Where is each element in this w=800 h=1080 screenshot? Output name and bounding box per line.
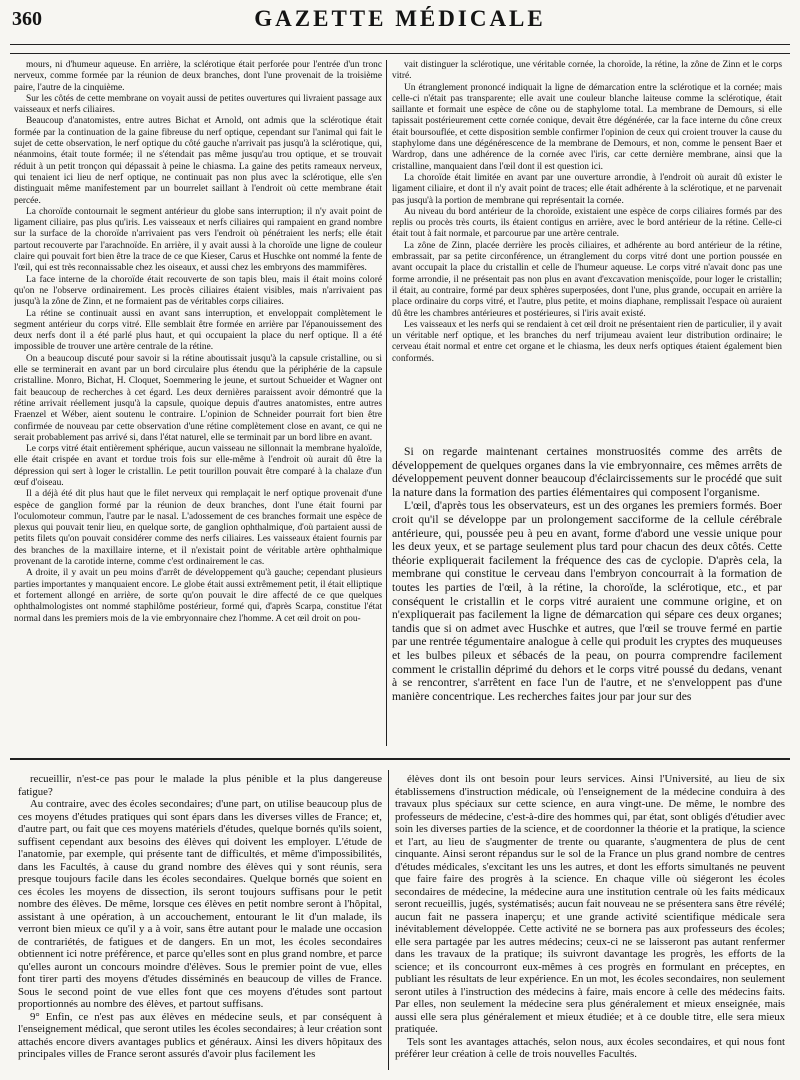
- bottom-left-column: [18, 773, 382, 1069]
- paragraph: La rétine se continuait aussi en avant sans interruption, et enveloppait complètement le segment antérieur du corps vitré. Elle semblait être formée en arrière par l'épanouissement des deux nerfs dont il a été parlé plus haut, et qui occupaient la place du nerf optique. Il a été impossible de trouver une artère centrale de la rétine.: [14, 308, 382, 353]
- paragraph: La choroïde contournait le segment antérieur du globe sans interruption; il n'y avait point de ligament ciliaire, pas plus qu'iris. Les vaisseaux et nerfs ciliaires qui rampaient en grand nombre sur la surface de la choroïde n'arrivaient pas vers l'endroit où pénétraient les nerfs; elle était partout recouverte par l'arachnoïde. En arrière, il y avait aussi à la choroïde une ligne de couleur claire qui pouvait fort bien être la trace de ce que Kieser, Carus et Huschke ont nommé la fente de l'œil, qui est très reconnaissable chez les oiseaux, et aussi chez les embryons des mammifères.: [14, 206, 382, 274]
- header-rule-thick: [10, 44, 790, 45]
- paragraph: Au contraire, avec des écoles secondaires; d'une part, on utilise beaucoup plus de ces moyens d'études pratiques qui sont épars dans les diverses villes de France; et, d'autre part, ou fait que ces moyens matériels d'études, quelque bornés qu'ils soient, suffisent cependant aux besoins des élèves qui doivent les employer. L'étude de l'anatomie, par exemple, qui présente tant de difficultés, et même d'impossibilités, dans les Facultés, à cause du grand nombre des élèves qui y sont réunis, sera presque toujours facile dans les écoles secondaires. Quelque bornés que soient en ces écoles les moyens de dissection, ils seront toujours suffisans pour le petit nombre des élèves. De même, lorsque ces élèves en petit nombre seront à l'hôpital, assistant à une opération, à un accouchement, entourant le lit d'un malade, ils verront bien mieux ce qu'il y a à voir, sans être autant pour le malade une occasion de contrariétés, de fatigues et de dangers. En un mot, les écoles secondaires obtiennent ici notre préférence, et parce qu'elles sont en plus grand nombre, et parce qu'elles auront un concours moindre d'élèves. Sous le premier point de vue, elles font tirer parti des moyens d'études disséminés en beaucoup de villes de France. Sous le second point de vue elles font que ces moyens d'études sont partout proportionnés au nombre des élèves, et partout suffisans.: [18, 798, 382, 1010]
- paragraph: Beaucoup d'anatomistes, entre autres Bichat et Arnold, ont admis que la sclérotique était formée par la continuation de la gaine fibreuse du nerf optique, cependant sur l'animal qui fait le sujet de cette observation, le nerf optique du côté gauche n'arrivait pas jusqu'à la sclérotique, qui, néanmoins, était toute formée; il ne s'étendait pas même jusqu'au trou optique, et se trouvait réduit à un petit tronçon qui dépassait à peine le chiasma. La gaine des petits rameaux nerveux, qui tenaient ici lieu de nerf optique, ne continuait pas non plus avec la sclérotique, elle s'en distinguait même manifestement par un bourrelet saillant à l'endroit où cette membrane était percée.: [14, 116, 382, 206]
- column-divider: [386, 60, 387, 746]
- gazette-title: GAZETTE MÉDICALE: [254, 6, 546, 31]
- paragraph: Si on regarde maintenant certaines monstruosités comme des arrêts de développement de quelques organes dans la vie embryonnaire, ces mêmes arrêts de développement peuvent donner beaucoup d'éclaircissements sur le procédé que suit la nature dans la formation des parties élémentaires qui composent l'organisme.: [392, 445, 782, 499]
- left-column: [14, 60, 382, 746]
- paragraph: vait distinguer la sclérotique, une véritable cornée, la choroïde, la rétine, la zône de Zinn et le corps vitré.: [392, 60, 782, 82]
- paragraph: L'œil, d'après tous les observateurs, est un des organes les premiers formés. Boer croit qu'il se développe par un prolongement sacciforme de la cellule cérébrale antérieure, qui, poussée peu à peu en avant, forme d'abord une vessie unique pour les deux yeux, et se partage seulement plus tard pour chacun des deux côtés. Cette théorie expliquerait facilement la fréquence des cas de cyclopie. D'après cela, la membrane qui constitue le cerveau dans l'embryon concourrait à la formation de toutes les parties de l'œil, à la rétine, la choroïde, la sclérotique, etc., et par conséquent le cristallin et le corps vitré auraient une commune origine, et on n'expliquerait pas facilement la ligne de démarcation qui sépare ces deux organes; tandis que si on admet avec Huschke et autres, que l'œil se trouve fermé en partie par une rentrée tégumentaire analogue à celle qui produit les cryptes des muqueuses et les bulbes pileux et sébacés de la peau, on pourra comprendre facilement comment le cristallin déprimé du dehors et le corps vitré poussé du dedans, venant à se rencontrer, s'arrêtent en face l'un de l'autre, et ne s'enveloppent pas d'une manière concentrique. Les recherches faites jour par jour sur des: [392, 499, 782, 703]
- paragraph: Il a déjà été dit plus haut que le filet nerveux qui remplaçait le nerf optique provenait d'une espèce de ganglion formé par la réunion de deux branches, dont l'une était fourni par l'oculomoteur commun, l'autre par le nasal. L'adossement de ces branches formait une espèce de plexus qui pouvait tenir lieu, en quelque sorte, de ganglion ophthalmique, d'où partaient aussi de petits filets qu'on pouvait considérer comme des nerfs ciliaires. Les vaisseaux étaient fournis par des branches de la maxillaire interne, et il n'existait point de véritable artère ophthalmique provenant de la carotide interne, comme c'est ordinairement le cas.: [14, 489, 382, 568]
- paragraph: mours, ni d'humeur aqueuse. En arrière, la sclérotique était perforée pour l'entrée d'un tronc nerveux, comme formée par la réunion de deux branches, dont l'une provenait de la troisième paire, l'autre de la cinquième.: [14, 60, 382, 93]
- paragraph: Tels sont les avantages attachés, selon nous, aux écoles secondaires, et qui nous font préférer leur création à celle de trois nouvelles Facultés.: [395, 1035, 785, 1060]
- page-header: [10, 4, 790, 34]
- paragraph: élèves dont ils ont besoin pour leurs services. Ainsi l'Université, au lieu de six établissemens d'instruction médicale, où l'enseignement de la médecine conduira à des travaux plus spéciaux sur cette science, en aura vingt-une. De même, le nombre des professeurs de médecine, c'est-à-dire des hommes qui, par état, sont obligés d'étudier avec soin les diverses parties de la science, et de coordonner la théorie et la pratique, la science et l'art, au lieu de s'augmenter de trente ou quarante, s'augmentera de plus de cent cinquante. Ainsi seront répandus sur le sol de la France un plus grand nombre de centres d'études médicales, s'excitant les uns les autres, et dont les efforts simultanés ne peuvent que faire faire des progrès à la science. En chaque ville où siégeront les écoles secondaires de médecine, la médecine aura une institution centrale où les faits médicaux seront recueillis, jugés, systématisés; aucun fait nouveau ne se présentera sans être révélé; aucun fait ne passera inaperçu; et une grande activité scientifique médicale sera inévitablement développée. Cette activité ne se bornera pas aux professeurs des écoles; elle sera partagée par les autres médecins; ceux-ci ne se laisseront pas autant renfermer dans les travaux de la pratique; ils suivront davantage les progrès, les efforts de la science; et ils concourront eux-mêmes à ces progrès en formulant en préceptes, en publiant les résultats de leur expérience. En un mot, les écoles secondaires, non seulement seront utiles à l'instruction des médecins à faire, mais encore à celle des médecins faits. Par elles, non seulement la médecine sera plus généralement et mieux enseignée, mais aussi elle sera plus généralement et mieux étudiée; et à ce double titre, elle sera mieux pratiquée.: [395, 773, 785, 1035]
- paragraph: 9° Enfin, ce n'est pas aux élèves en médecine seuls, et par conséquent à l'enseignement médical, que seront utiles les écoles secondaires; à leur création sont attachés encore divers avantages publics et généraux. Ainsi les divers hôpitaux des principales villes de France seront assurés d'avoir plus facilement les: [18, 1010, 382, 1060]
- paragraph: recueillir, n'est-ce pas pour le malade la plus pénible et la plus dangereuse fatigue?: [18, 773, 382, 798]
- page-number: 360: [12, 8, 42, 30]
- right-column-top: [392, 60, 782, 443]
- bottom-right-column: [395, 773, 785, 1069]
- paragraph: La choroïde était limitée en avant par une ouverture arrondie, à l'endroit où aurait dû exister le ligament ciliaire, et dont il n'y avait point de traces; elle était adhérente à la sclérotique, et ne parvenait pas jusqu'à la portion de membrane qui représentait la cornée.: [392, 172, 782, 206]
- header-rule-thin: [10, 53, 790, 54]
- paragraph: La face interne de la choroïde était recouverte de son tapis bleu, mais il était moins coloré qu'on ne l'observe ordinairement. Les procès ciliaires étaient visibles, mais n'arrivaient pas jusqu'à la zône de Zinn, et ne formaient pas de véritables corps ciliaires.: [14, 274, 382, 308]
- paragraph: Les vaisseaux et les nerfs qui se rendaient à cet œil droit ne présentaient rien de particulier, il y avait un véritable nerf optique, et les branches du nerf trijumeau avaient leur distribution ordinaire; le cerveau était normal et entre cet organe et le chiasma, les deux nerfs optiques étaient également bien conformés.: [392, 319, 782, 364]
- paragraph: La zône de Zinn, placée derrière les procès ciliaires, et adhérente au bord antérieur de la rétine, embrassait, par sa petite circonférence, un étranglement du corps vitré dont une portion poussée en avant occupait la place du cristallin et celle de l'humeur aqueuse. Le corps vitré n'avait donc pas une forme arrondie, il ne présentait pas non plus en avant d'excavation menisçoïde, pour loger le cristallin; il était, au contraire, formé par deux sphères superposées, dont l'une, plus grande, occupait en arrière la place ordinaire du corps vitré, et l'autre, plus petite, et moins diaphane, remplissait l'espace où auraient dû être les chambres antérieures et postérieures, si l'iris avait existé.: [392, 240, 782, 319]
- paragraph: Un étranglement prononcé indiquait la ligne de démarcation entre la sclérotique et la cornée; mais celle-ci n'était pas transparente; elle avait une couleur blanche laiteuse comme la sclérotique, était saillante et formait une espèce de cône ou de staphylome total. La membrane de Demours, si elle tapissait postérieurement cette cornée conique, devait être dégénérée, car la face interne du cône creux était boursouflée, et cette disposition semble confirmer l'opinion de ceux qui croient trouver la cause du staphylome dans une dégénérescence de la membrane de Demours, et non, comme le pensent Baer et Wardrop, dans une adhérence de la cornée avec l'iris, car cette dernière membrane, ainsi que la cristalline, manquaient dans l'œil dont il est question ici.: [392, 82, 782, 172]
- paragraph: Au niveau du bord antérieur de la choroïde, existaient une espèce de corps ciliaires formés par des replis ou procès très courts, ils étaient contigus en arrière, avec le bord antérieur de la rétine. Celle-ci était tout à fait normale, et parcourue par une artère centrale.: [392, 206, 782, 240]
- paragraph: Sur les côtés de cette membrane on voyait aussi de petites ouvertures qui livraient passage aux vaisseaux et nerfs ciliaires.: [14, 93, 382, 116]
- paragraph: A droite, il y avait un peu moins d'arrêt de développement qu'à gauche; cependant plusieurs parties importantes y manquaient encore. Le globe était aussi extrêmement petit, il était elliptique et fortement allongé en arrière, de sorte qu'on pouvait le dire affecté de ce que quelques ophthalmologistes ont nommé staphilôme postérieur, formé qui, d'après Scarpa, constitue l'état normal dans les premiers mois de la vie embryonnaire chez l'homme. A cet œil droit on pou-: [14, 568, 382, 624]
- section-divider: [10, 758, 790, 760]
- column-divider-bottom: [388, 770, 389, 1070]
- paragraph: Le corps vitré était entièrement sphérique, aucun vaisseau ne sillonnait la membrane hyaloïde, elle était crispée en avant et tordue trois fois sur elle-même à l'endroit où aurait dû être la dépression qui sert à loger le cristallin. Le petit tourillon pouvait être comparé à la chalaze d'un œuf d'oiseau.: [14, 444, 382, 488]
- paragraph: On a beaucoup discuté pour savoir si la rétine aboutissait jusqu'à la capsule cristalline, ou si elle se terminerait en avant par un bord circulaire plus étendu que la périphérie de la capsule cristalline. Monro, Bichat, H. Cloquet, Soemmering le jeune, et surtout Schueider et Wagner ont fait beaucoup de recherches à cet égard. Les deux dernières paraissent avoir démontré que la rétine arrivait réellement jusqu'à la capsule, quoique depuis d'autres anatomistes, entre autres Fraenzel et Wéber, aient soutenu le contraire. L'opinion de Schneider pourrait fort bien être confirmée de nouveau par cette observation d'une rétine complètement close en avant, ce qui ne serait probablement pas arrivé si, dans l'état naturel, elle se terminait par un bord libre en avant.: [14, 353, 382, 443]
- right-column-bottom: [392, 445, 782, 745]
